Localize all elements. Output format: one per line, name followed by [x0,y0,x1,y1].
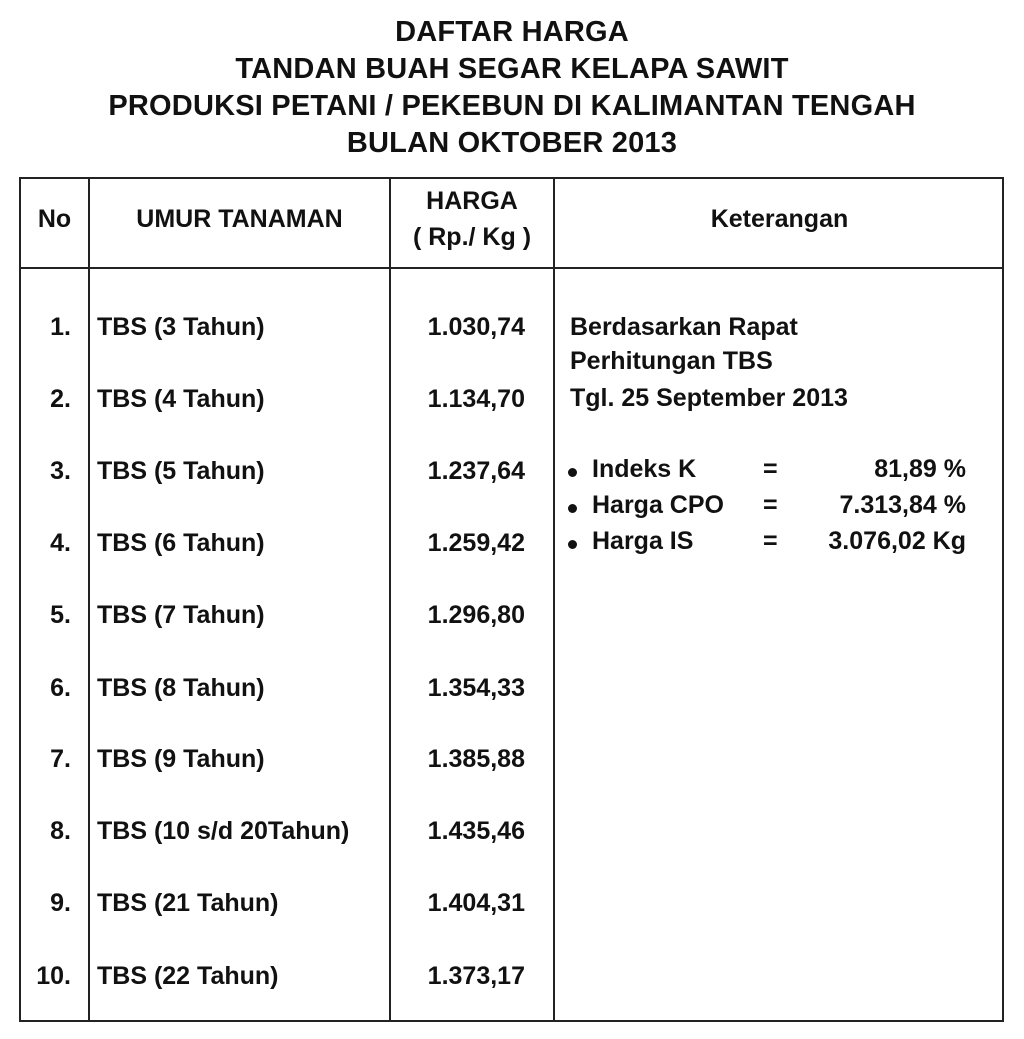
keterangan-line-1: Berdasarkan Rapat [570,313,798,341]
row-umur: TBS (8 Tahun) [97,674,265,702]
title-line-2: TANDAN BUAH SEGAR KELAPA SAWIT [235,53,789,85]
row-harga: 1.237,64 [427,457,525,485]
row-number: 3. [50,457,71,485]
title-line-3: PRODUKSI PETANI / PEKEBUN DI KALIMANTAN TENGAH [108,90,916,122]
item-equals: = [763,455,778,483]
row-harga: 1.296,80 [427,601,525,629]
title-line-1: DAFTAR HARGA [395,16,629,48]
row-harga: 1.404,31 [427,889,525,917]
keterangan-line-3: Tgl. 25 September 2013 [570,384,848,412]
header-keterangan: Keterangan [710,205,849,233]
document-title [0,14,1024,162]
title-line-4: BULAN OKTOBER 2013 [346,127,678,159]
header-harga-unit: ( Rp./ Kg ) [412,223,532,251]
item-value: 7.313,84 % [839,491,966,519]
item-value: 81,89 % [874,455,966,483]
column-divider-no [88,179,90,1020]
row-number: 6. [50,674,71,702]
keterangan-item [568,455,988,491]
keterangan-line-2: Perhitungan TBS [570,347,773,375]
row-harga: 1.435,46 [427,817,525,845]
item-label: Harga IS [592,527,694,555]
row-number: 2. [50,385,71,413]
bullet-icon [568,540,577,549]
header-separator [21,267,1002,269]
row-umur: TBS (22 Tahun) [97,962,279,990]
row-number: 4. [50,529,71,557]
bullet-icon [568,468,577,477]
header-umur-tanaman: UMUR TANAMAN [136,205,343,233]
row-harga: 1.259,42 [427,529,525,557]
item-value: 3.076,02 Kg [828,527,966,555]
row-number: 9. [50,889,71,917]
row-umur: TBS (9 Tahun) [97,745,265,773]
item-equals: = [763,491,778,519]
bullet-icon [568,504,577,513]
row-umur: TBS (5 Tahun) [97,457,265,485]
row-harga: 1.373,17 [427,962,525,990]
item-label: Harga CPO [592,491,724,519]
item-label: Indeks K [592,455,697,483]
row-umur: TBS (7 Tahun) [97,601,265,629]
row-umur: TBS (3 Tahun) [97,313,265,341]
keterangan-item [568,491,988,527]
row-umur: TBS (10 s/d 20Tahun) [97,817,350,845]
row-umur: TBS (21 Tahun) [97,889,279,917]
row-umur: TBS (4 Tahun) [97,385,265,413]
row-number: 8. [50,817,71,845]
row-harga: 1.030,74 [427,313,525,341]
row-harga: 1.354,33 [427,674,525,702]
price-table [19,177,1004,1022]
keterangan-item [568,527,988,563]
header-no: No [37,205,72,233]
row-number: 7. [50,745,71,773]
row-harga: 1.385,88 [427,745,525,773]
header-harga: HARGA [426,187,518,215]
row-umur: TBS (6 Tahun) [97,529,265,557]
row-number: 1. [50,313,71,341]
row-number: 5. [50,601,71,629]
column-divider-harga [553,179,555,1020]
row-number: 10. [36,962,71,990]
item-equals: = [763,527,778,555]
row-harga: 1.134,70 [427,385,525,413]
